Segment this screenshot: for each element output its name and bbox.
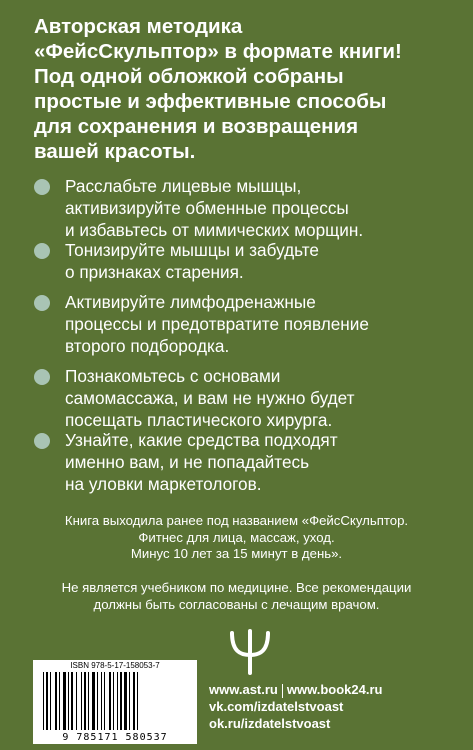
barcode-bar: [124, 672, 127, 730]
psi-logo-icon: [228, 629, 272, 675]
barcode-bar: [76, 672, 77, 730]
barcode-block: [33, 660, 197, 744]
benefit-line: Расслабьте лицевые мышцы,: [65, 176, 302, 196]
isbn-text: ISBN 978-5-17-158053-7: [70, 661, 160, 670]
barcode-bar: [104, 672, 105, 730]
barcode-bar: [129, 672, 130, 730]
barcode-bar: [97, 672, 98, 730]
bullet-dot-icon: [34, 433, 50, 449]
publisher-links: [209, 681, 459, 732]
website-link-ast[interactable]: www.ast.ru: [209, 682, 278, 697]
benefit-line: о признаках старения.: [65, 262, 244, 282]
benefit-item: [34, 365, 355, 431]
barcode-bar: [46, 672, 48, 730]
benefit-line: и избавьтесь от мимических морщин.: [65, 220, 364, 240]
benefit-line: именно вам, и не попадайтесь: [65, 452, 310, 472]
barcode-bar: [68, 672, 69, 730]
barcode-bar: [88, 672, 89, 730]
intro-line: Авторская методика: [34, 15, 243, 38]
previous-title-note: [0, 513, 473, 563]
intro-line: Под одной обложкой собраны: [34, 65, 344, 88]
benefit-item: [34, 239, 319, 283]
benefit-line: на уловки маркетологов.: [65, 474, 262, 494]
barcode-bar: [50, 672, 51, 730]
barcode-bar: [113, 672, 114, 730]
barcode-bar: [59, 672, 60, 730]
bullet-dot-icon: [34, 295, 50, 311]
note-line: Книга выходила ранее под названием «ФейсСкульптор.: [64, 513, 409, 528]
barcode-bar: [117, 672, 118, 730]
ean-number: 9 785171 580537: [62, 732, 168, 743]
website-link-book24[interactable]: www.book24.ru: [286, 682, 383, 697]
benefit-line: Активируйте лимфодренажные: [65, 292, 316, 312]
intro-line: простые и эффективные способы: [34, 90, 387, 113]
barcode-bar: [81, 672, 82, 730]
note-line: Минус 10 лет за 15 минут в день».: [130, 546, 343, 561]
intro-text: [34, 14, 464, 164]
barcode-bar: [92, 672, 95, 730]
benefit-line: посещать пластического хирурга.: [65, 410, 333, 430]
benefit-line: второго подбородка.: [65, 336, 230, 356]
benefit-line: Познакомьтесь с основами: [65, 366, 281, 386]
bullet-dot-icon: [34, 243, 50, 259]
barcode-bars: [43, 672, 187, 732]
barcode-bar: [101, 672, 102, 730]
barcode-bar: [133, 672, 135, 730]
barcode-bar: [63, 672, 66, 730]
divider: [282, 684, 283, 698]
barcode-bar: [84, 672, 86, 730]
benefit-item: [34, 429, 338, 495]
bullet-dot-icon: [34, 179, 50, 195]
ok-link[interactable]: ok.ru/izdatelstvoast: [209, 716, 331, 731]
benefit-line: самомассажа, и вам не нужно будет: [65, 388, 355, 408]
barcode-bar: [137, 672, 138, 730]
intro-line: для сохранения и возвращения: [34, 115, 359, 138]
benefit-line: Тонизируйте мышцы и забудьте: [65, 240, 319, 260]
benefit-line: активизируйте обменные процессы: [65, 198, 349, 218]
intro-line: вашей красоты.: [34, 140, 196, 163]
barcode-bar: [120, 672, 122, 730]
barcode-bar: [109, 672, 111, 730]
benefit-item: [34, 175, 363, 241]
benefit-line: процессы и предотвратите появление: [65, 314, 369, 334]
benefit-item: [34, 291, 369, 357]
intro-line: «ФейсСкульптор» в формате книги!: [34, 40, 402, 63]
benefit-line: Узнайте, какие средства подходят: [65, 430, 338, 450]
barcode-bar: [55, 672, 57, 730]
barcode-bar: [71, 672, 73, 730]
medical-disclaimer: [0, 580, 473, 613]
bullet-dot-icon: [34, 369, 50, 385]
note-line: Фитнес для лица, массаж, уход.: [138, 529, 335, 545]
disclaimer-line: Не является учебником по медицине. Все рекомендации: [61, 580, 412, 595]
disclaimer-line: должны быть согласованы с лечащим врачом.: [93, 596, 380, 612]
barcode-bar: [43, 672, 44, 730]
vk-link[interactable]: vk.com/izdatelstvoast: [209, 699, 344, 714]
